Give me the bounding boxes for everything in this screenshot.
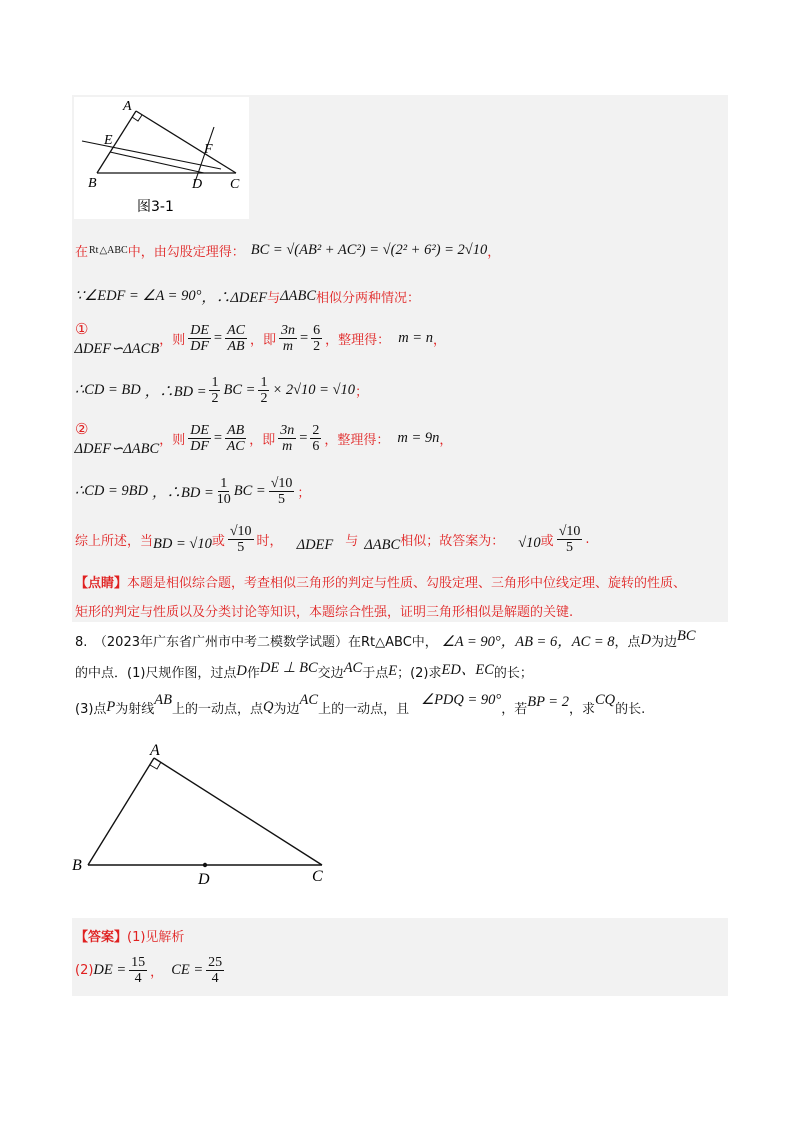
figure-question-8	[66, 738, 336, 888]
solution-line-case-2: ② ΔDEF∽ΔABC ，则 $\frac{DE}{DF}$ = $\frac{AB}{AC}$ ，即 $\frac{3n}{m}$ = $\frac{2}{6}$ ，整理得： m = 9n ，	[74, 420, 453, 457]
fig2-label-c: C	[312, 868, 323, 885]
solution-line-1: 在 Rt △ABC 中，由勾股定理得： BC = √(AB² + AC²) = √(2² + 6²) = 2√10 ，	[75, 242, 501, 260]
dianjing-line-2: 矩形的判定与性质以及分类讨论等知识，本题综合性强，证明三角形相似是解题的关键.	[75, 605, 574, 620]
fig1-label-f: F	[204, 142, 213, 157]
question-8-line-2: 的中点．(1)尺规作图，过点 D 作 DE ⊥ BC 交边 AC 于点 E ；(2)求 ED、EC 的长；	[75, 660, 533, 681]
fig1-label-a: A	[123, 99, 132, 114]
fig1-label-e: E	[104, 133, 113, 148]
answer-line-2: (2) DE = $\frac{15}{4}$ ， CE = $\frac{25}{4}$	[75, 954, 223, 986]
figure-question-8-svg	[66, 738, 336, 888]
question-8-line-1: 8. （2023年广东省广州市中考二模数学试题）在Rt△ABC中， ∠A = 90°，AB = 6，AC = 8 ，点 D 为边 BC	[75, 628, 696, 650]
solution-conclusion: 综上所述，当 BD = √10 或 $\frac{√10}{5}$ 时， ΔDEF 与 ΔABC 相似；故答案为： √10 或 $\frac{√10}{5}$ .	[75, 523, 590, 555]
fig1-label-b: B	[88, 176, 97, 191]
figure-3-1-svg	[74, 97, 249, 219]
fig1-label-c: C	[230, 177, 240, 192]
dianjing-line-1: 【点睛】 本题是相似综合题，考查相似三角形的判定与性质、勾股定理、三角形中位线定理、旋转的性质、	[75, 576, 687, 591]
fig1-caption: 图3-1	[137, 199, 174, 215]
pythagoras-formula: BC = √(AB² + AC²) = √(2² + 6²) = 2√10	[250, 242, 488, 258]
fig2-label-d: D	[198, 871, 210, 888]
midpoint-d-dot	[203, 863, 207, 867]
answer-line-1: 【答案】 (1)见解析	[75, 930, 185, 945]
fig2-label-b: B	[72, 857, 82, 874]
solution-line-2: ∵∠EDF = ∠A = 90° ，∴ΔDEF 与 ΔABC 相似分两种情况：	[75, 288, 421, 306]
question-8-line-3: (3)点 P 为射线 AB 上的一动点，点 Q 为边 AC 上的一动点，且 ∠PDQ = 90° ，若 BP = 2 ，求 CQ 的长.	[75, 692, 646, 717]
solution-line-case-1: ① ΔDEF∽ΔACB ，则 $\frac{DE}{DF}$ = $\frac{AC}{AB}$ ，即 $\frac{3n}{m}$ = $\frac{6}{2}$ ，整理得： m = n ，	[74, 320, 446, 357]
solution-line-6: ∴CD = 9BD ，∴BD = $\frac{1}{10}$ BC = $\frac{√10}{5}$ ；	[75, 475, 311, 507]
fig1-label-d: D	[192, 177, 203, 192]
figure-3-1	[74, 97, 249, 219]
fig2-label-a: A	[150, 742, 160, 759]
solution-line-4: ∴CD = BD ，∴BD = $\frac{1}{2}$ BC = $\frac{1}{2}$ × 2√10 = √10 ；	[75, 374, 369, 406]
